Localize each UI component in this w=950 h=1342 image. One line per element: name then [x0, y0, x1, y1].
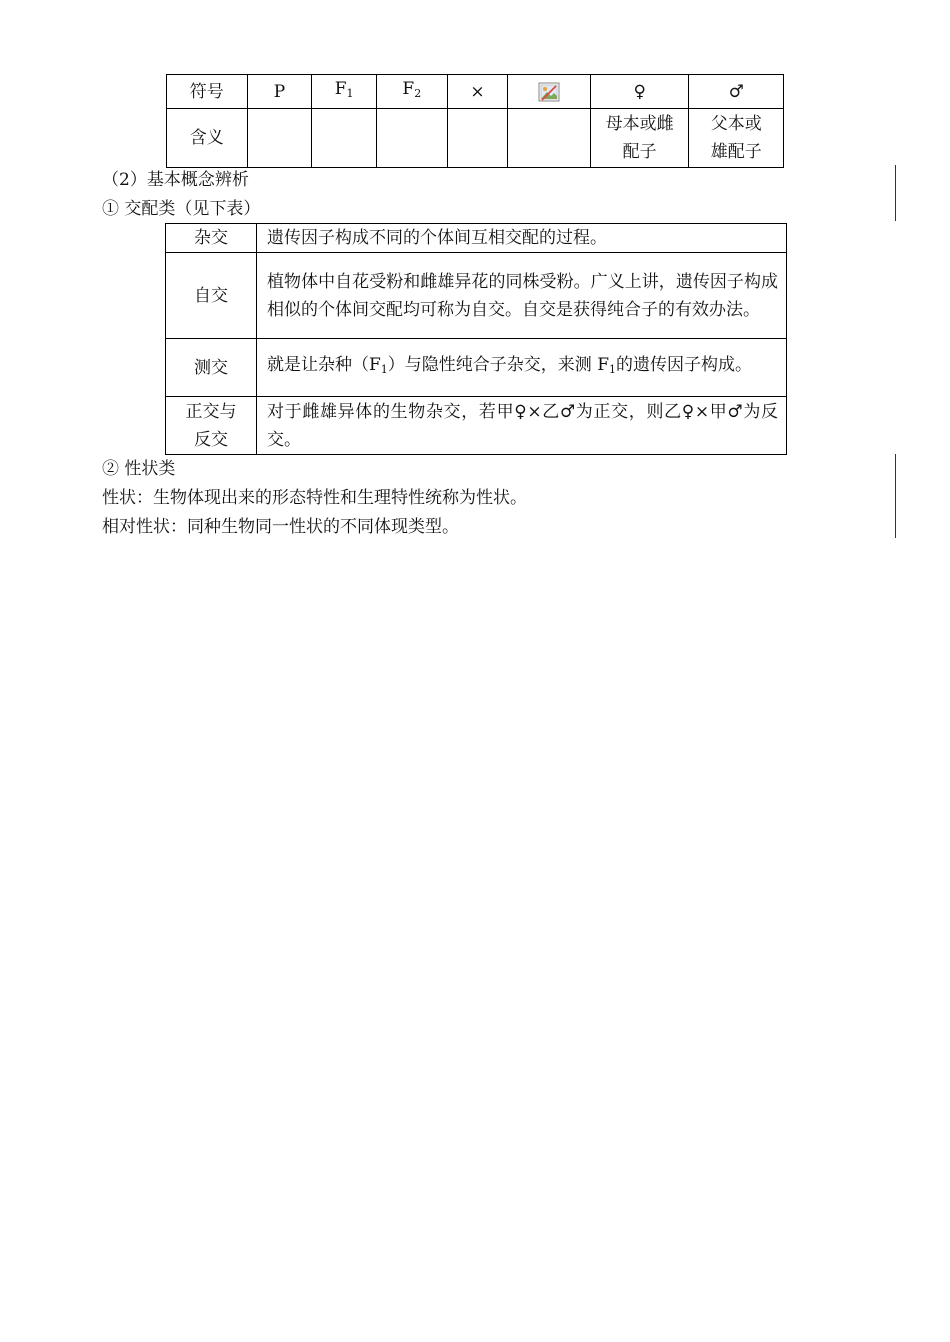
table-row: [166, 253, 787, 339]
term-reciprocal: 正交与 反交: [166, 397, 257, 455]
meaning-f1: [312, 109, 377, 168]
term-testcross: 测交: [166, 339, 257, 397]
def-reciprocal: 对于雌雄异体的生物杂交，若甲♀×乙♂为正交，则乙♀×甲♂为反交。: [257, 397, 787, 455]
header-symbol: 符号: [167, 75, 248, 109]
symbol-male: ♂: [689, 75, 784, 109]
meaning-male: 父本或 雄配子: [689, 109, 784, 168]
margin-bar: [895, 454, 896, 538]
symbol-p: P: [247, 75, 312, 109]
broken-image-icon: [538, 82, 560, 102]
symbol-female: ♀: [590, 75, 688, 109]
def-hybrid: 遗传因子构成不同的个体间互相交配的过程。: [257, 224, 787, 253]
symbol-f2: $F_2$: [376, 75, 447, 109]
meaning-p: [247, 109, 312, 168]
symbol-f1: $F_1$: [312, 75, 377, 109]
term-selfing: 自交: [166, 253, 257, 339]
section2-title: （2）基本概念辨析: [102, 170, 249, 190]
symbol-cross: ×: [447, 75, 508, 109]
table-row: [166, 224, 787, 253]
header-meaning: 含义: [167, 109, 248, 168]
table-row: [166, 339, 787, 397]
symbol-table: [166, 74, 784, 168]
mating-table: [165, 223, 787, 455]
term-hybrid: 杂交: [166, 224, 257, 253]
def-testcross: 就是让杂种$(F_1)$与隐性纯合子杂交，来测 $F_1$的遗传因子构成。: [257, 339, 787, 397]
def-selfing: 植物体中自花受粉和雌雄异花的同株受粉。广义上讲，遗传因子构成相似的个体间交配均可称为自交。自交是获得纯合子的有效办法。: [257, 253, 787, 339]
meaning-self: [508, 109, 591, 168]
symbol-self: [508, 75, 591, 109]
trait-title: ② 性状类: [102, 459, 176, 479]
margin-bar: [895, 165, 896, 221]
mating-title: ① 交配类（见下表）: [102, 199, 261, 219]
relative-trait-definition: 相对性状：同种生物同一性状的不同体现类型。: [102, 517, 459, 537]
trait-definition: 性状：生物体现出来的形态特性和生理特性统称为性状。: [102, 488, 527, 508]
table-row: [166, 397, 787, 455]
meaning-cross: [447, 109, 508, 168]
meaning-female: 母本或雌 配子: [590, 109, 688, 168]
meaning-f2: [376, 109, 447, 168]
